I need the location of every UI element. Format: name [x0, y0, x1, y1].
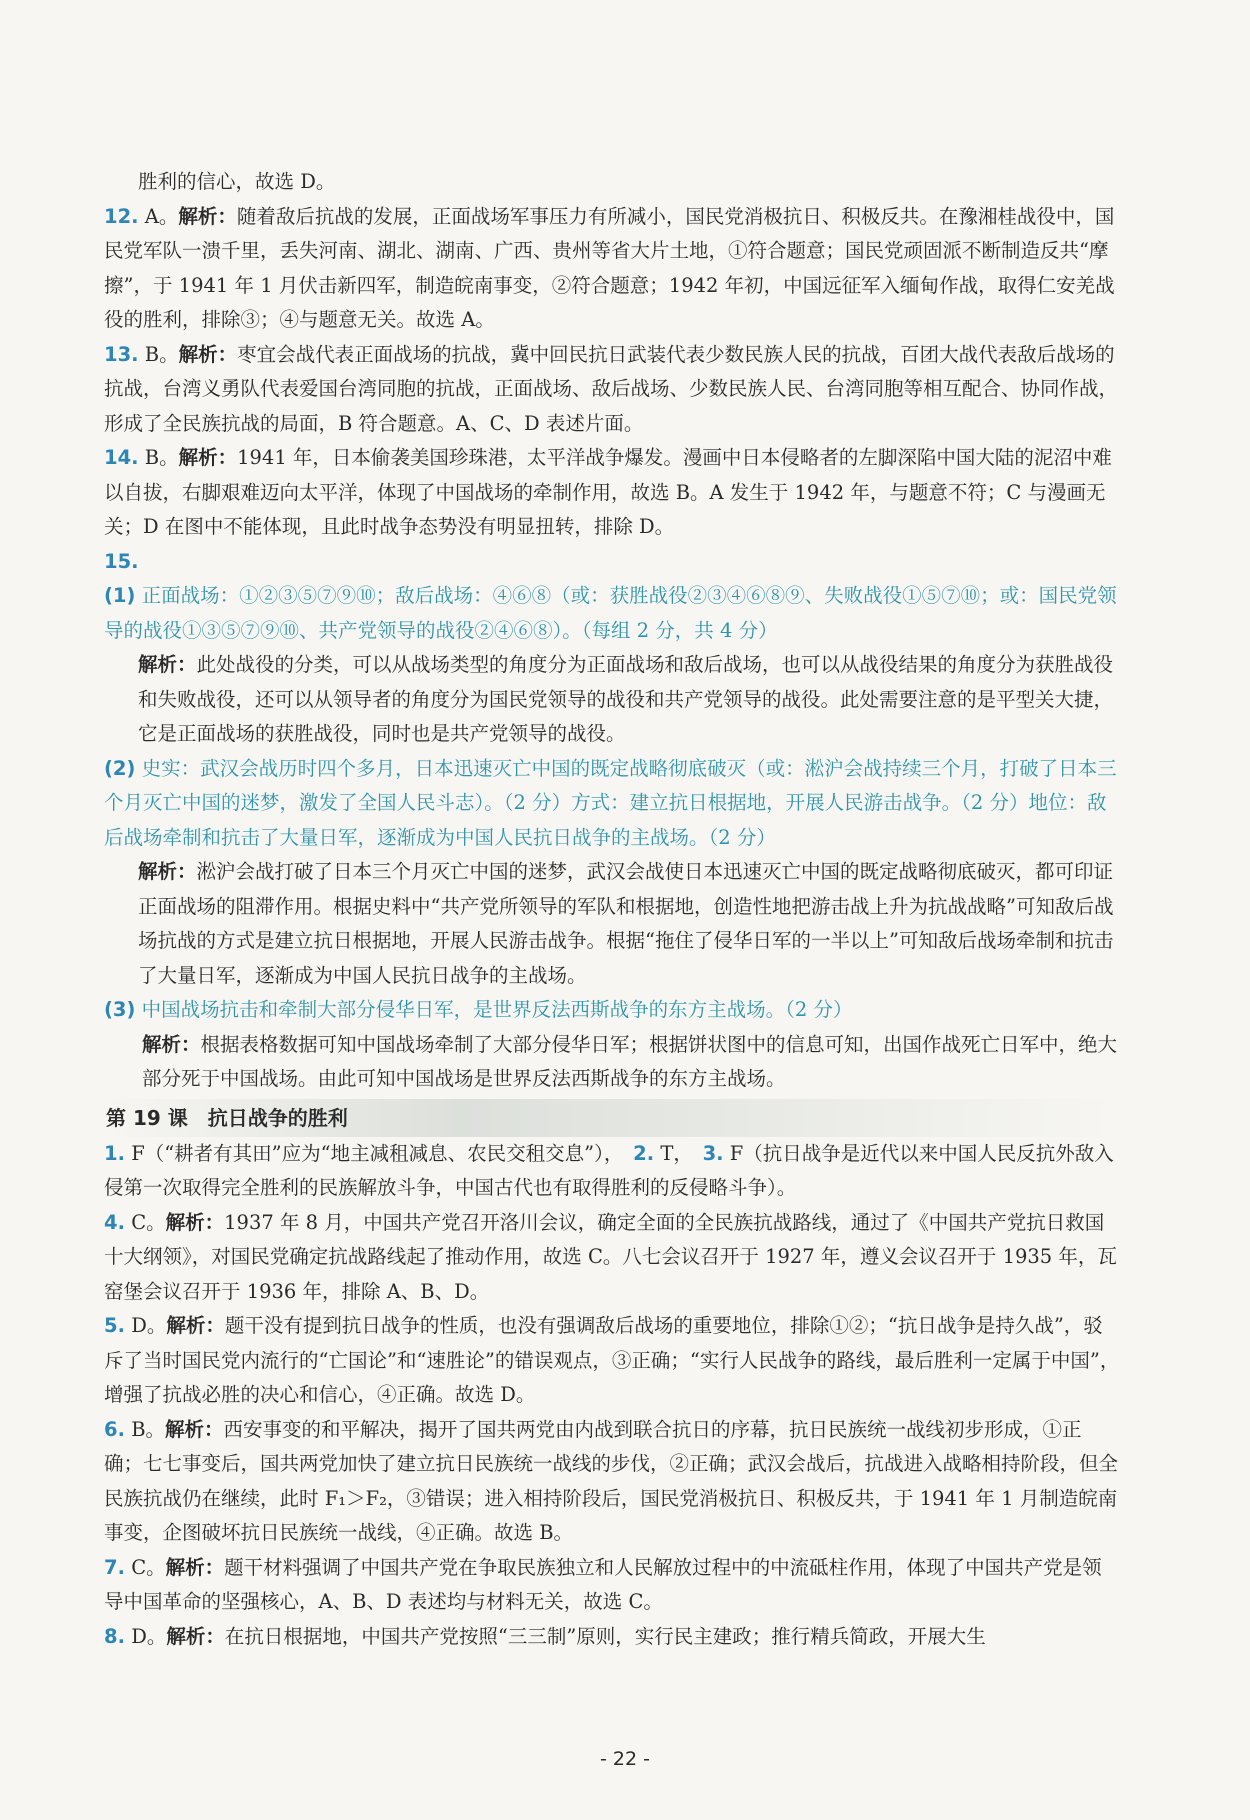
answer-item-7: 7. C。解析：题干材料强调了中国共产党在争取民族独立和人民解放过程中的中流砥柱作用，体现了中国共产党是领导中国革命的坚强核心，A、B、D 表述均与材料无关，故选 C。: [104, 1555, 1102, 1613]
page-number: - 22 -: [600, 1748, 650, 1770]
q15-number: 15.: [104, 549, 139, 573]
answer-item-4: 4. C。解析：1937 年 8 月，中国共产党召开洛川会议，确定全面的全民族抗战路线，通过了《中国共产党抗日救国十大纲领》，对国民党确定抗战路线起了推动作用，故选 C。八七会议召开于 1927 年，遵义会议召开于 1935 年，瓦窑堡会议召开于 1936 年，排除 A、B、D。: [104, 1210, 1117, 1303]
answer-list-a: [104, 200, 1120, 545]
q15-part2-answer: (2) 史实：武汉会战历时四个多月，日本迅速灭亡中国的既定战略彻底破灭（或：淞沪会战持续三个月，打破了日本三个月灭亡中国的迷梦，激发了全国人民斗志）。（2 分）方式：建立抗日根据地，开展人民游击战争。（2 分）地位：敌后战场牵制和抗击了大量日军，逐渐成为中国人民抗日战争的主战场。（2 分）: [104, 756, 1117, 849]
lesson-title: 第 19 课 抗日战争的胜利: [104, 1099, 1120, 1137]
carry-over-line: 胜利的信心，故选 D。: [138, 170, 336, 193]
q15-part3-analysis: 解析：根据表格数据可知中国战场牵制了大部分侵华日军；根据饼状图中的信息可知，出国作战死亡日军中，绝大部分死于中国战场。由此可知中国战场是世界反法西斯战争的东方主战场。: [142, 1032, 1118, 1090]
q15-part1-answer: (1) 正面战场：①②③⑤⑦⑨⑩；敌后战场：④⑥⑧（或：获胜战役②③④⑥⑧⑨、失败战役①⑤⑦⑩；或：国民党领导的战役①③⑤⑦⑨⑩、共产党领导的战役②④⑥⑧）。（每组 2 分，共 4 分）: [104, 584, 1117, 642]
answer-item-14: 14. B。解析：1941 年，日本偷袭美国珍珠港，太平洋战争爆发。漫画中日本侵略者的左脚深陷中国大陆的泥沼中难以自拔，右脚艰难迈向太平洋，体现了中国战场的牵制作用，故选 B。A 发生于 1942 年，与题意不符；C 与漫画无关；D 在图中不能体现，且此时战争态势没有明显扭转，排除 D。: [104, 446, 1112, 538]
answer-item-12: 12. A。解析：随着敌后抗战的发展，正面战场军事压力有所减小，国民党消极抗日、积极反共。在豫湘桂战役中，国民党军队一溃千里，丢失河南、湖北、湖南、广西、贵州等省大片土地，①符合题意；国民党顽固派不断制造反共“摩擦”，于 1941 年 1 月伏击新四军，制造皖南事变，②符合题意；1942 年初，中国远征军入缅甸作战，取得仁安羌战役的胜利，排除③；④与题意无关。故选 A。: [104, 204, 1115, 331]
q15-part2-analysis: 解析：淞沪会战打破了日本三个月灭亡中国的迷梦，武汉会战使日本迅速灭亡中国的既定战略彻底破灭，都可印证正面战场的阻滞作用。根据史料中“共产党所领导的军队和根据地，创造性地把游击战上升为抗战战略”可知敌后战场抗战的方式是建立抗日根据地，开展人民游击战争。根据“拖住了侵华日军的一半以上”可知敌后战场牵制和抗击了大量日军，逐渐成为中国人民抗日战争的主战场。: [138, 860, 1114, 987]
q15-part3-answer: (3) 中国战场抗击和牵制大部分侵华日军，是世界反法西斯战争的东方主战场。（2 分）: [104, 998, 853, 1021]
answer-item-5: 5. D。解析：题干没有提到抗日战争的性质，也没有强调敌后战场的重要地位，排除①②；“抗日战争是持久战”，驳斥了当时国民党内流行的“亡国论”和“速胜论”的错误观点，③正确；“实行人民战争的路线，最后胜利一定属于中国”，增强了抗战必胜的决心和信心，④正确。故选 D。: [104, 1314, 1120, 1406]
q15-part1-analysis: 解析：此处战役的分类，可以从战场类型的角度分为正面战场和敌后战场，也可以从战役结果的角度分为获胜战役和失败战役，还可以从领导者的角度分为国民党领导的战役和共产党领导的战役。此处需要注意的是平型关大捷，它是正面战场的获胜战役，同时也是共产党领导的战役。: [138, 653, 1114, 745]
answer-item-6: 6. B。解析：西安事变的和平解决，揭开了国共两党由内战到联合抗日的序幕，抗日民族统一战线初步形成，①正确；七七事变后，国共两党加快了建立抗日民族统一战线的步伐，②正确；武汉会战后，抗战进入战略相持阶段，但全民族抗战仍在继续，此时 F₁＞F₂，③错误；进入相持阶段后，国民党消极抗日、积极反共，于 1941 年 1 月制造皖南事变，企图破坏抗日民族统一战线，④正确。故选 B。: [104, 1417, 1119, 1544]
answer-list-b: [104, 1206, 1120, 1655]
question-15: [104, 545, 1120, 1097]
answer-item-13: 13. B。解析：枣宜会战代表正面战场的抗战，冀中回民抗日武装代表少数民族人民的抗战，百团大战代表敌后战场的抗战，台湾义勇队代表爱国台湾同胞的抗战，正面战场、敌后战场、少数民族人民、台湾同胞等相互配合、协同作战，形成了全民族抗战的局面，B 符合题意。A、C、D 表述片面。: [104, 342, 1119, 435]
true-false-answers: 1. F（“耕者有其田”应为“地主减租减息、农民交租交息”）， 2. T， 3. F（抗日战争是近代以来中国人民反抗外敌入侵第一次取得完全胜利的民族解放斗争，中国古代也有取得胜利的反侵略斗争）。: [104, 1141, 1114, 1199]
answer-item-8: 8. D。解析：在抗日根据地，中国共产党按照“三三制”原则，实行民主建政；推行精兵简政，开展大生: [104, 1624, 986, 1648]
